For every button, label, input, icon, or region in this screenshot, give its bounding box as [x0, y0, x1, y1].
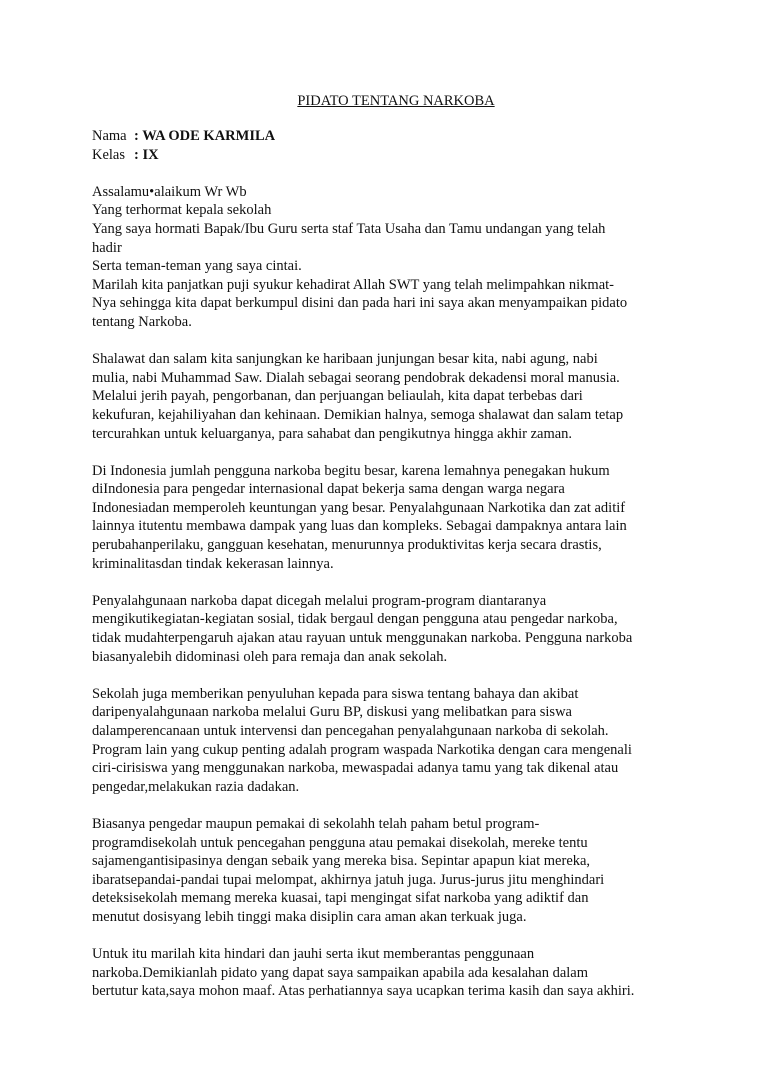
text-line: narkoba.Demikianlah pidato yang dapat saya sampaikan apabila ada kesalahan dalam — [92, 964, 589, 981]
text-line: pengedar,melakukan razia dadakan. — [92, 778, 300, 795]
text-line: sajamengantisipasinya dengan sebaik yang mereka bisa. Sepintar apapun kiat mereka, — [92, 853, 591, 870]
text-line: Marilah kita panjatkan puji syukur kehadirat Allah SWT yang telah melimpahkan nikmat- — [92, 276, 614, 293]
text-line: mengikutikegiatan-kegiatan sosial, tidak bergaul dengan pengguna atau pengedar narkoba, — [92, 611, 618, 628]
class-row — [92, 146, 682, 165]
text-line: deteksisekolah memang mereka kuasai, tapi mengingat sifat narkoba yang adiktif dan — [92, 890, 589, 907]
paragraph-gap — [92, 332, 682, 351]
text-line: Program lain yang cukup penting adalah program waspada Narkotika dengan cara mengenali — [92, 741, 632, 758]
paragraph — [92, 945, 682, 1001]
paragraph-gap — [92, 666, 682, 685]
paragraph-gap — [92, 927, 682, 946]
class-value: : IX — [134, 146, 159, 163]
class-label: Kelas — [92, 146, 126, 163]
text-line: ciri-cirisiswa yang menggunakan narkoba, mewaspadai adanya tamu yang tak dikenal atau — [92, 760, 619, 777]
text-line: biasanyalebih didominasi oleh para remaja dan anak sekolah. — [92, 648, 448, 665]
text-line: hadir — [92, 239, 122, 256]
paragraph-gap — [92, 443, 682, 462]
text-line: tentang Narkoba. — [92, 313, 192, 330]
text-line: Yang saya hormati Bapak/Ibu Guru serta staf Tata Usaha dan Tamu undangan yang telah — [92, 220, 606, 237]
text-line: tidak mudahterpengaruh ajakan atau rayuan untuk menggunakan narkoba. Pengguna narkoba — [92, 630, 633, 647]
paragraph — [92, 815, 682, 927]
text-line: ibaratsepandai-pandai tupai melompat, akhirnya jatuh juga. Jurus-jurus jitu menghindari — [92, 871, 605, 888]
text-line: kriminalitasdan tindak kekerasan lainnya. — [92, 555, 334, 572]
paragraph — [92, 350, 682, 443]
text-line: Serta teman-teman yang saya cintai. — [92, 258, 302, 275]
name-value: : WA ODE KARMILA — [134, 128, 276, 144]
text-line: Nya sehingga kita dapat berkumpul disini dan pada hari ini saya akan menyampaikan pidato — [92, 295, 628, 312]
text-line: tercurahkan untuk keluarganya, para sahabat dan pengikutnya hingga akhir zaman. — [92, 425, 573, 442]
text-line: bertutur kata,saya mohon maaf. Atas perhatiannya saya ucapkan terima kasih dan saya akhiri. — [92, 983, 635, 1000]
text-line: Penyalahgunaan narkoba dapat dicegah melalui program-program diantaranya — [92, 592, 547, 609]
paragraph-gap — [92, 164, 682, 183]
text-line: Untuk itu marilah kita hindari dan jauhi serta ikut memberantas penggunaan — [92, 946, 535, 963]
paragraph — [92, 183, 682, 332]
text-line: Melalui jerih payah, pengorbanan, dan perjuangan beliaulah, kita dapat terbebas dari — [92, 388, 583, 405]
text-line: Indonesiadan memperoleh keuntungan yang besar. Penyalahgunaan Narkotika dan zat aditif — [92, 499, 626, 516]
text-line: Yang terhormat kepala sekolah — [92, 202, 272, 219]
text-line: Biasanya pengedar maupun pemakai di sekolahh telah paham betul program- — [92, 815, 540, 832]
text-line: Di Indonesia jumlah pengguna narkoba begitu besar, karena lemahnya penegakan hukum — [92, 462, 610, 479]
paragraph — [92, 685, 682, 797]
text-line: mulia, nabi Muhammad Saw. Dialah sebagai seorang pendobrak dekadensi moral manusia. — [92, 369, 620, 386]
text-line: Assalamu•alaikum Wr Wb — [92, 183, 247, 200]
text-line: Shalawat dan salam kita sanjungkan ke haribaan junjungan besar kita, nabi agung, nabi — [92, 351, 598, 368]
text-line: diIndonesia para pengedar internasional dapat bekerja sama dengan warga negara — [92, 481, 565, 498]
text-line: lainnya itutentu membawa dampak yang luas dan kompleks. Sebagai dampaknya antara lain — [92, 518, 627, 535]
text-line: perubahanperilaku, gangguan kesehatan, menurunnya produktivitas kerja secara drastis, — [92, 537, 602, 554]
paragraph-gap — [92, 796, 682, 815]
paragraph — [92, 462, 682, 574]
text-line: kekufuran, kejahiliyahan dan kehinaan. Demikian halnya, semoga shalawat dan salam tetap — [92, 406, 624, 423]
text-line: dalamperencanaan untuk intervensi dan pencegahan penyalahgunaan narkoba di sekolah. — [92, 723, 609, 739]
text-line: daripenyalahgunaan narkoba melalui Guru BP, diskusi yang melibatkan para siswa — [92, 704, 572, 721]
text-line: Sekolah juga memberikan penyuluhan kepada para siswa tentang bahaya dan akibat — [92, 685, 579, 702]
paragraph-gap — [92, 573, 682, 592]
text-line: menutut dosisyang lebih tinggi maka disiplin cara aman akan terkuak juga. — [92, 908, 527, 925]
document-page — [92, 93, 682, 1001]
speech-body — [92, 164, 682, 1001]
text-line: programdisekolah untuk pencegahan pengguna atau pemakai disekolah, mereke tentu — [92, 834, 588, 851]
name-row — [92, 127, 682, 146]
name-label: Nama — [92, 128, 127, 144]
paragraph — [92, 592, 682, 666]
document-title: PIDATO TENTANG NARKOBA — [297, 93, 495, 109]
